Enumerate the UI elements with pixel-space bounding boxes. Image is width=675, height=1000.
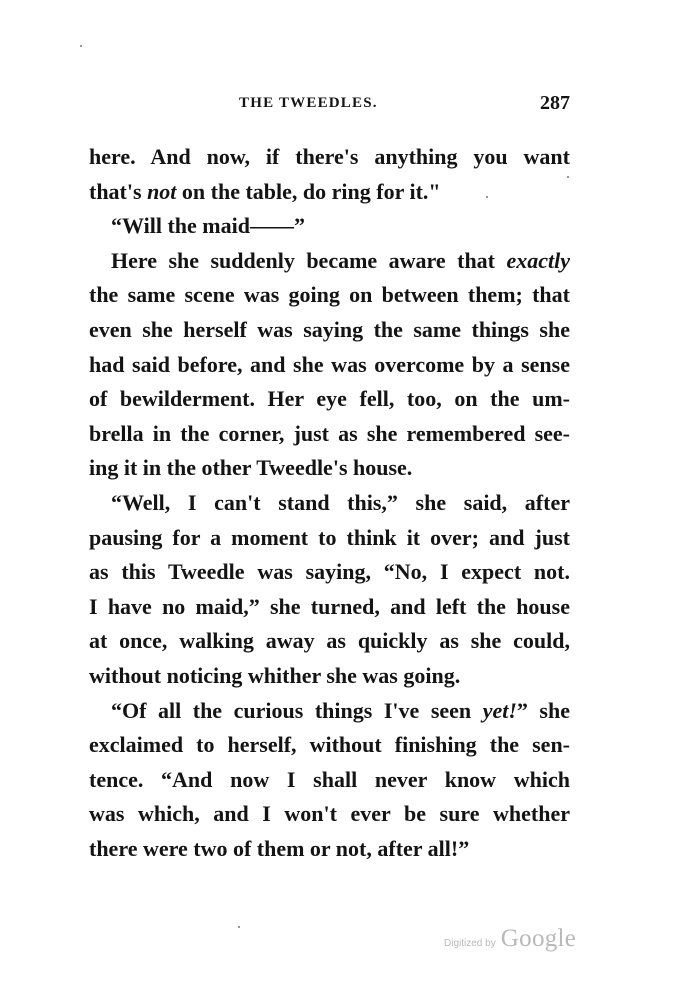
emphasis: exactly <box>506 247 570 273</box>
text-line: even she herself was saying the same things she <box>89 316 570 342</box>
text-line: “Of all the curious things I've seen yet!” she <box>111 697 570 723</box>
body-text <box>89 140 570 866</box>
watermark-prefix: Digitized by <box>444 938 496 949</box>
text-line: had said before, and she was overcome by a sense <box>89 351 570 377</box>
text-line: “Well, I can't stand this,” she said, after <box>111 489 570 515</box>
ink-speck <box>238 926 240 928</box>
emphasis: not <box>147 178 177 204</box>
text-line: the same scene was going on between them; that <box>89 282 570 308</box>
ink-speck <box>567 176 569 178</box>
text-line: here. And now, if there's anything you want <box>89 144 570 169</box>
text-line: without noticing whither she was going. <box>89 662 461 688</box>
text-line: ing it in the other Tweedle's house. <box>89 455 413 481</box>
text-line: was which, and I won't ever be sure whether <box>89 801 570 827</box>
ink-speck <box>486 196 488 198</box>
digitized-watermark <box>444 925 576 953</box>
page-number: 287 <box>540 92 570 114</box>
text-line: of bewilderment. Her eye fell, too, on the um- <box>89 386 570 412</box>
watermark-brand: Google <box>500 925 577 952</box>
text-line: there were two of them or not, after all!” <box>89 835 470 861</box>
running-head: THE TWEEDLES. <box>239 95 378 111</box>
ink-speck <box>80 45 82 47</box>
text-line: at once, walking away as quickly as she could, <box>89 628 570 654</box>
text-line: I have no maid,” she turned, and left the house <box>89 593 570 619</box>
text-line: brella in the corner, just as she remembered see- <box>89 420 570 446</box>
text-line: exclaimed to herself, without finishing the sen- <box>89 732 570 758</box>
page-header <box>89 92 570 117</box>
text-line: tence. “And now I shall never know which <box>89 766 570 792</box>
text-line: pausing for a moment to think it over; and just <box>89 524 570 550</box>
text-line: that's not on the table, do ring for it." <box>89 178 441 204</box>
text-line: as this Tweedle was saying, “No, I expect not. <box>89 559 570 585</box>
emphasis: yet! <box>482 697 517 723</box>
text-line: Here she suddenly became aware that exactly <box>111 247 570 273</box>
text-line: “Will the maid——” <box>111 213 305 239</box>
